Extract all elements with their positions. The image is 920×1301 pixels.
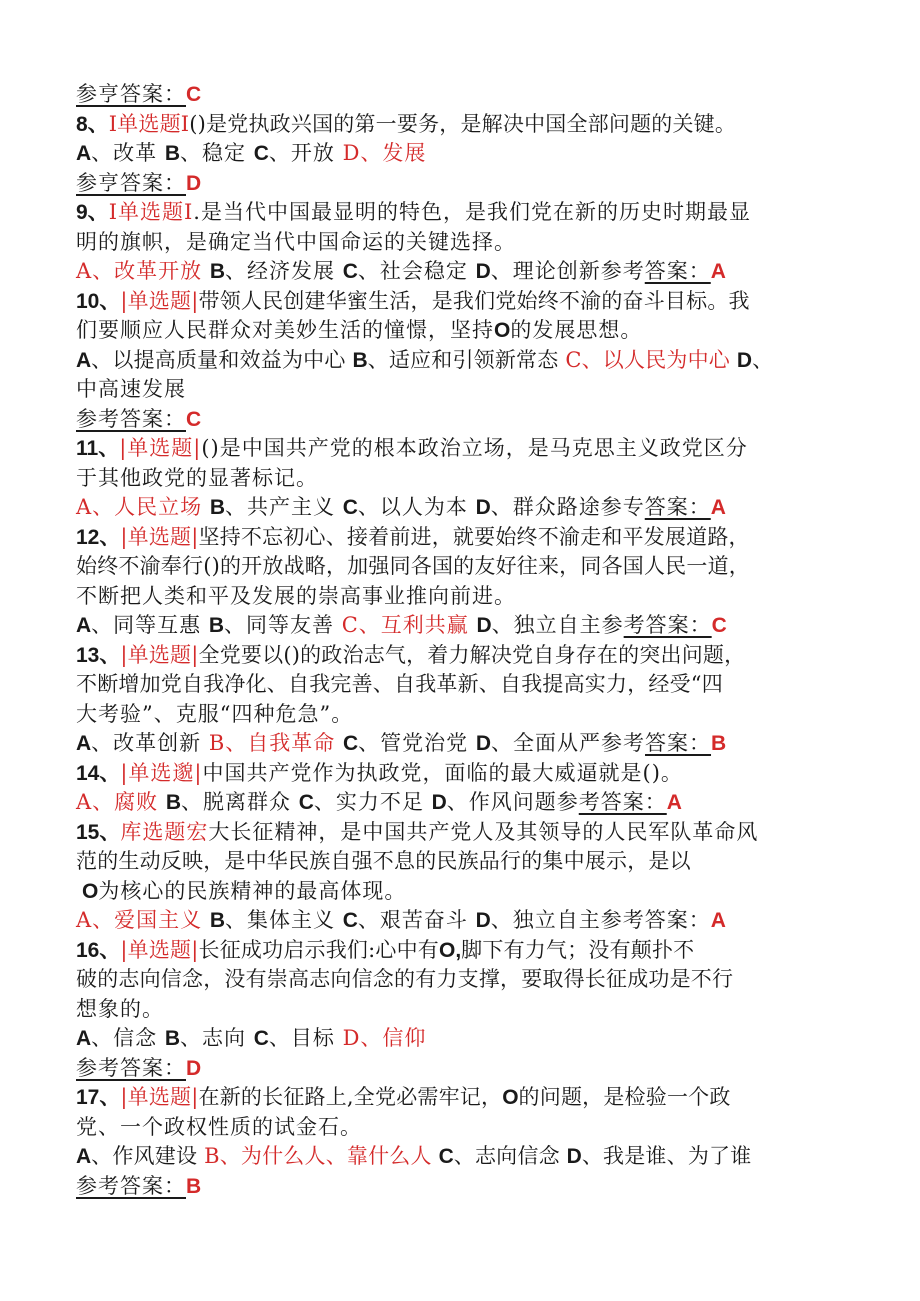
option-c-text: 、艰苦奋斗 bbox=[357, 908, 468, 932]
q13-options bbox=[76, 729, 856, 759]
question-text: 坚持不忘初心、接着前进，就要始终不渝走和平发展道路， bbox=[198, 524, 750, 549]
answer-label: 答案： bbox=[645, 731, 712, 755]
q17-answer bbox=[76, 1172, 856, 1202]
option-a-letter: A bbox=[76, 614, 92, 637]
q9-stem-cont bbox=[76, 228, 856, 258]
option-c-text: 、社会稳定 bbox=[357, 259, 468, 283]
option-c-text: 、目标 bbox=[268, 1026, 335, 1050]
question-text: 大考验”、克服“四种危急”。 bbox=[76, 701, 354, 726]
question-number: 12、 bbox=[76, 525, 121, 549]
answer-label: 参考答案： bbox=[76, 1055, 186, 1080]
option-d-text: 、 bbox=[752, 347, 774, 372]
option-d-letter: D bbox=[736, 348, 753, 372]
option-c-correct: C、互利共赢 bbox=[341, 613, 469, 637]
option-b-text: 、适应和引领新常态 bbox=[367, 347, 559, 372]
option-b-text: 、脱离群众 bbox=[181, 790, 292, 814]
option-b-text: 、同等友善 bbox=[224, 613, 335, 637]
question-type-tag: |单选邈| bbox=[120, 760, 203, 785]
question-text: 大长征精神，是中国共产党人及其领导的人民军队革命风 bbox=[208, 819, 759, 844]
question-text: 中国共产党作为执政党，面临的最大威逼就是()。 bbox=[202, 760, 683, 785]
option-c-letter: C bbox=[253, 1027, 269, 1050]
q11-stem bbox=[76, 434, 856, 464]
q8-answer bbox=[76, 169, 856, 199]
option-d-text: 、理论创新参考 bbox=[490, 259, 645, 283]
option-b-letter: B bbox=[165, 791, 182, 814]
question-type-tag: |单选题| bbox=[120, 524, 199, 549]
answer-label: 考答案： bbox=[578, 790, 667, 814]
answer-letter: D bbox=[186, 171, 202, 195]
answer-label: 参考答案： bbox=[76, 406, 186, 431]
q10-options bbox=[76, 346, 856, 376]
question-number: 17、 bbox=[76, 1086, 121, 1109]
option-d-text: 、我是谁、为了谁 bbox=[581, 1144, 752, 1168]
blank-marker: O bbox=[502, 1086, 519, 1109]
q16-options bbox=[76, 1024, 856, 1054]
option-d-letter: D bbox=[566, 1145, 582, 1168]
q15-options bbox=[76, 906, 856, 936]
question-text: 的问题，是检验一个政 bbox=[518, 1085, 731, 1109]
option-a-correct: A、爱国主义 bbox=[76, 908, 203, 932]
question-type-tag: |单选题| bbox=[120, 937, 199, 962]
q15-stem-cont bbox=[76, 847, 856, 877]
question-text: 党、一个政权性质的试金石。 bbox=[76, 1114, 362, 1139]
q10-stem-cont bbox=[76, 316, 856, 346]
question-number: 8、 bbox=[76, 112, 109, 136]
answer-label: 参亨答案： bbox=[76, 82, 186, 106]
option-b-letter: B bbox=[208, 614, 225, 637]
option-a-text: 、以提高质量和效益为中心 bbox=[91, 347, 346, 372]
option-a-text: 、作风建设 bbox=[91, 1144, 198, 1168]
option-c-letter: C bbox=[342, 732, 359, 755]
answer-letter: B bbox=[186, 1174, 202, 1198]
answer-letter: A bbox=[710, 909, 726, 932]
option-a-letter: A bbox=[76, 1145, 92, 1168]
option-d-text: 、作风问题参 bbox=[446, 790, 579, 814]
question-text: 不断把人类和平及发展的崇高事业推向前进。 bbox=[76, 583, 516, 608]
answer-letter: D bbox=[186, 1056, 202, 1080]
q10-options-cont bbox=[76, 375, 856, 405]
option-a-letter: A bbox=[76, 142, 92, 165]
answer-letter: C bbox=[711, 614, 727, 637]
option-c-letter: C bbox=[298, 791, 314, 814]
question-text: 想象的。 bbox=[76, 996, 164, 1021]
q14-options bbox=[76, 788, 856, 818]
question-type-tag: 库选题宏 bbox=[120, 819, 209, 844]
option-a-text: 、同等互惠 bbox=[91, 613, 202, 637]
option-c-text: 、管党治党 bbox=[358, 731, 469, 755]
option-a-text: 、改革创新 bbox=[91, 731, 202, 755]
option-c-letter: C bbox=[342, 909, 358, 932]
option-b-text: 、共产主义 bbox=[225, 495, 336, 519]
option-c-text: 、开放 bbox=[268, 141, 335, 165]
blank-marker: O bbox=[82, 879, 99, 903]
q17-options bbox=[76, 1142, 856, 1172]
question-number: 16、 bbox=[76, 938, 121, 962]
option-b-text: 、稳定 bbox=[180, 141, 247, 165]
option-d-text: 、独立自主参 bbox=[491, 613, 624, 637]
blank-marker: O, bbox=[439, 938, 462, 962]
option-a-correct: A、腐败 bbox=[76, 790, 159, 814]
question-number: 11、 bbox=[76, 437, 120, 460]
option-a-correct: A、改革开放 bbox=[76, 259, 203, 283]
q11-options bbox=[76, 493, 856, 523]
question-text: 们要顺应人民群众对美妙生活的憧憬，坚持 bbox=[76, 318, 494, 342]
answer-letter: C bbox=[186, 83, 202, 106]
option-c-letter: C bbox=[253, 142, 269, 165]
option-b-letter: B bbox=[164, 1027, 181, 1050]
q12-options bbox=[76, 611, 856, 641]
option-d-text: 、独立自主参考答案： bbox=[490, 908, 711, 932]
q9-options bbox=[76, 257, 856, 287]
q8-stem bbox=[76, 110, 856, 140]
option-c-text: 、以人为本 bbox=[357, 495, 468, 519]
q16-stem-cont-2 bbox=[76, 995, 856, 1025]
option-c-letter: C bbox=[342, 260, 358, 283]
blank-marker: O bbox=[494, 319, 511, 342]
option-d-letter: D bbox=[476, 614, 492, 637]
question-number: 14、 bbox=[76, 761, 121, 785]
q7-answer bbox=[76, 80, 856, 110]
question-number: 15、 bbox=[76, 820, 121, 844]
q11-stem-cont bbox=[76, 464, 856, 494]
question-text: 在新的长征路上,全党必需牢记， bbox=[198, 1085, 503, 1109]
answer-label: 考答案： bbox=[623, 613, 712, 637]
question-type-tag: |单选题| bbox=[120, 1085, 199, 1109]
option-b-correct: B、自我革命 bbox=[208, 731, 336, 755]
option-b-letter: B bbox=[209, 260, 226, 283]
question-text: 全党要以()的政治志气，着力解决党自身存在的突出问题， bbox=[198, 642, 746, 667]
option-b-text: 、经济发展 bbox=[225, 259, 336, 283]
question-type-tag: I单选题I bbox=[108, 200, 194, 224]
question-type-tag: |单选题| bbox=[119, 436, 202, 460]
question-text: .是当代中国最显明的特色，是我们党在新的历史时期最显 bbox=[193, 200, 751, 224]
answer-letter: A bbox=[710, 496, 726, 519]
answer-label: 参亨答案： bbox=[76, 170, 186, 195]
q16-stem bbox=[76, 936, 856, 966]
question-number: 13、 bbox=[76, 643, 121, 667]
q13-stem-cont bbox=[76, 670, 856, 700]
q13-stem bbox=[76, 641, 856, 671]
question-type-tag: |单选题| bbox=[120, 642, 199, 667]
q12-stem-cont bbox=[76, 552, 856, 582]
option-d-letter: D bbox=[475, 732, 492, 755]
q17-stem bbox=[76, 1083, 856, 1113]
option-d-letter: D bbox=[475, 260, 491, 283]
option-b-letter: B bbox=[352, 348, 368, 372]
option-c-letter: C bbox=[342, 496, 358, 519]
option-c-correct: C、以人民为中心 bbox=[565, 347, 731, 372]
answer-label: 答案： bbox=[644, 495, 711, 519]
option-c-letter: C bbox=[438, 1145, 454, 1168]
option-b-correct: B、为什么人、靠什么人 bbox=[204, 1144, 432, 1168]
question-text: 为核心的民族精神的最高体现。 bbox=[98, 878, 407, 903]
option-d-correct: D、信仰 bbox=[342, 1026, 427, 1050]
question-number: 10、 bbox=[76, 289, 121, 313]
question-text: 带领人民创建华蜜生活，是我们党始终不渝的奋斗目标。我 bbox=[198, 288, 750, 313]
question-text: 始终不渝奉行()的开放战略，加强同各国的友好往来，同各国人民一道， bbox=[76, 554, 750, 578]
question-text: 明的旗帜，是确定当代中国命运的关键选择。 bbox=[76, 229, 516, 254]
question-text: 不断增加党自我净化、自我完善、自我革新、自我提高实力，经受“四 bbox=[76, 672, 723, 696]
answer-letter: C bbox=[186, 407, 202, 431]
option-c-text: 、实力不足 bbox=[313, 790, 424, 814]
question-text: 范的生动反映，是中华民族自强不息的民族品行的集中展示，是以 bbox=[76, 849, 691, 873]
question-text: 的发展思想。 bbox=[510, 318, 643, 342]
q16-answer bbox=[76, 1054, 856, 1084]
q12-stem bbox=[76, 523, 856, 553]
question-text: 长征成功启示我们:心中有 bbox=[198, 937, 439, 962]
option-a-text: 、改革 bbox=[91, 141, 158, 165]
question-type-tag: I单选题I bbox=[108, 111, 190, 136]
q8-options bbox=[76, 139, 856, 169]
q10-answer bbox=[76, 405, 856, 435]
option-b-letter: B bbox=[209, 496, 226, 519]
option-d-text: 、全面从严参考 bbox=[491, 731, 646, 755]
question-text: ()是中国共产党的根本政治立场，是马克思主义政党区分 bbox=[201, 436, 748, 460]
option-a-letter: A bbox=[76, 1027, 92, 1050]
q14-stem bbox=[76, 759, 856, 789]
answer-letter: A bbox=[710, 260, 726, 283]
answer-letter: B bbox=[711, 732, 727, 755]
option-b-letter: B bbox=[164, 142, 181, 165]
answer-letter: A bbox=[666, 791, 682, 814]
question-text: ()是党执政兴国的第一要务，是解决中国全部问题的关键。 bbox=[189, 111, 737, 136]
option-d-letter: D bbox=[475, 909, 491, 932]
option-a-correct: A、人民立场 bbox=[76, 495, 203, 519]
option-d-letter: D bbox=[475, 496, 491, 519]
question-type-tag: |单选题| bbox=[120, 288, 199, 313]
q12-stem-cont-2 bbox=[76, 582, 856, 612]
option-a-letter: A bbox=[76, 348, 92, 372]
option-b-text: 、集体主义 bbox=[225, 908, 336, 932]
answer-label: 参考答案： bbox=[76, 1173, 186, 1198]
option-d-text: 、群众路途参专 bbox=[490, 495, 645, 519]
option-a-letter: A bbox=[76, 732, 92, 755]
option-b-text: 、志向 bbox=[180, 1026, 247, 1050]
question-text: 脚下有力气；没有颠扑不 bbox=[461, 937, 695, 962]
q15-stem bbox=[76, 818, 856, 848]
question-document bbox=[76, 80, 856, 1201]
option-d-text: 中高速发展 bbox=[76, 377, 186, 401]
q15-stem-cont-2 bbox=[76, 877, 856, 907]
option-c-text: 、志向信念 bbox=[453, 1144, 560, 1168]
q9-stem bbox=[76, 198, 856, 228]
question-text: 于其他政党的显著标记。 bbox=[76, 465, 318, 490]
q10-stem bbox=[76, 287, 856, 317]
option-d-correct: D、发展 bbox=[342, 141, 427, 165]
q16-stem-cont bbox=[76, 965, 856, 995]
option-b-letter: B bbox=[209, 909, 226, 932]
q13-stem-cont-2 bbox=[76, 700, 856, 730]
answer-label: 答案： bbox=[644, 259, 711, 283]
q17-stem-cont bbox=[76, 1113, 856, 1143]
option-a-text: 、信念 bbox=[91, 1026, 158, 1050]
option-d-letter: D bbox=[431, 791, 447, 814]
question-text: 破的志向信念，没有崇高志向信念的有力支撑，要取得长征成功是不行 bbox=[76, 967, 734, 991]
question-number: 9、 bbox=[76, 201, 109, 224]
